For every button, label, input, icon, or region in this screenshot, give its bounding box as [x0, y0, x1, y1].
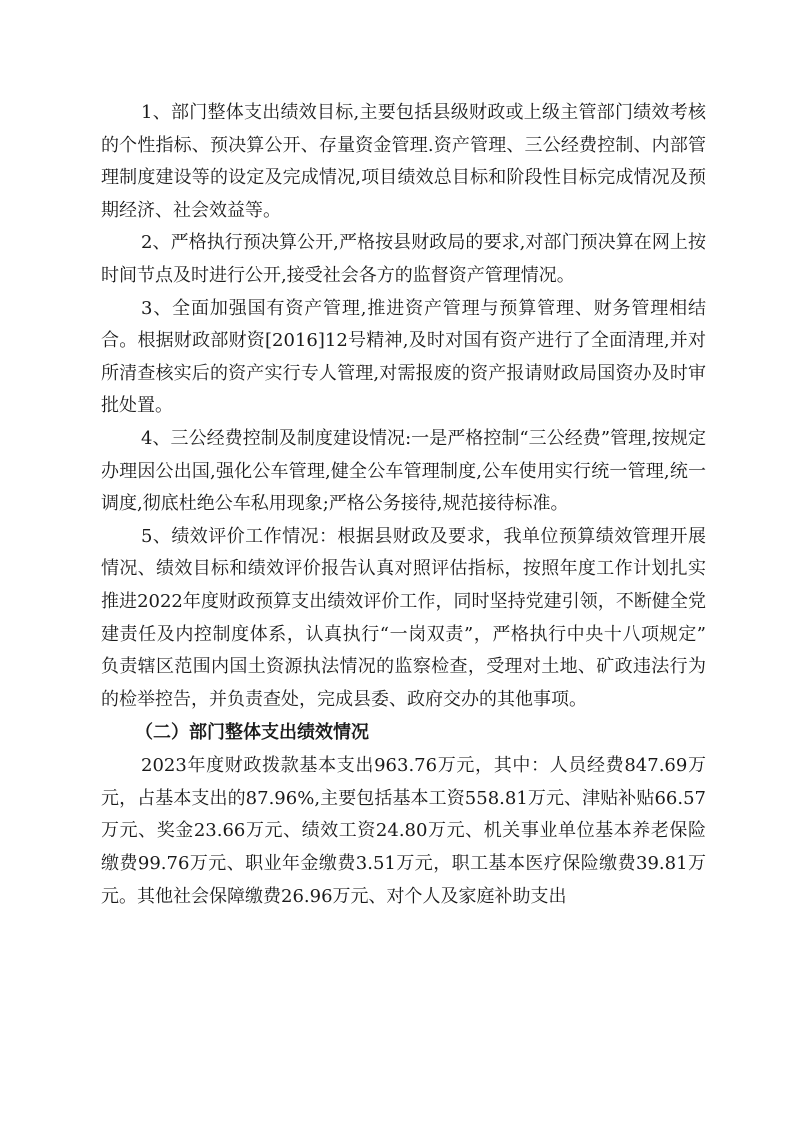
paragraph-2: 2、严格执行预决算公开,严格按县财政局的要求,对部门预决算在网上按时间节点及时进行公开,接受社会各方的监督资产管理情况。: [101, 232, 706, 286]
paragraph-1: 1、部门整体支出绩效目标,主要包括县级财政或上级主管部门绩效考核的个性指标、预决算公开、存量资金管理.资产管理、三公经费控制、内部管理制度建设等的设定及完成情况,项目绩效总目标和阶段性目标完成情况及预期经济、社会效益等。: [101, 102, 706, 221]
paragraph-3: 3、全面加强国有资产管理,推进资产管理与预算管理、财务管理相结合。根据财政部财资[2016]12号精神,及时对国有资产进行了全面清理,并对所清查核实后的资产实行专人管理,对需报废的资产报请财政局国资办及时审批处置。: [101, 297, 706, 417]
paragraph-4: 4、三公经费控制及制度建设情况:一是严格控制“三公经费”管理,按规定办理因公出国,强化公车管理,健全公车管理制度,公车使用实行统一管理,统一调度,彻底杜绝公车私用现象;严格公务接待,规范接待标准。: [101, 427, 706, 515]
document-body: [101, 97, 706, 913]
section-heading: （二）部门整体支出绩效情况: [135, 722, 369, 744]
paragraph-5: 5、绩效评价工作情况：根据县财政及要求，我单位预算绩效管理开展情况、绩效目标和绩效评价报告认真对照评估指标，按照年度工作计划扎实推进2022年度财政预算支出绩效评价工作，同时坚持党建引领，不断健全党建责任及内控制度体系，认真执行“一岗双责”，严格执行中央十八项规定” 负责辖区范围内国土资源执法情况的监察检查，受理对土地、矿政违法行为的检举控告，并负责查处，完成县委、政府交办的其他事项。: [101, 525, 706, 710]
paragraph-expenditure: 2023年度财政拨款基本支出963.76万元，其中：人员经费847.69万元，占基本支出的87.96%,主要包括基本工资558.81万元、津贴补贴66.57万元、奖金23.66万元、绩效工资24.80万元、机关事业单位基本养老保险缴费99.76万元、职业年金缴费3.51万元，职工基本医疗保险缴费39.81万元。其他社会保障缴费26.96万元、对个人及家庭补助支出: [101, 755, 706, 907]
